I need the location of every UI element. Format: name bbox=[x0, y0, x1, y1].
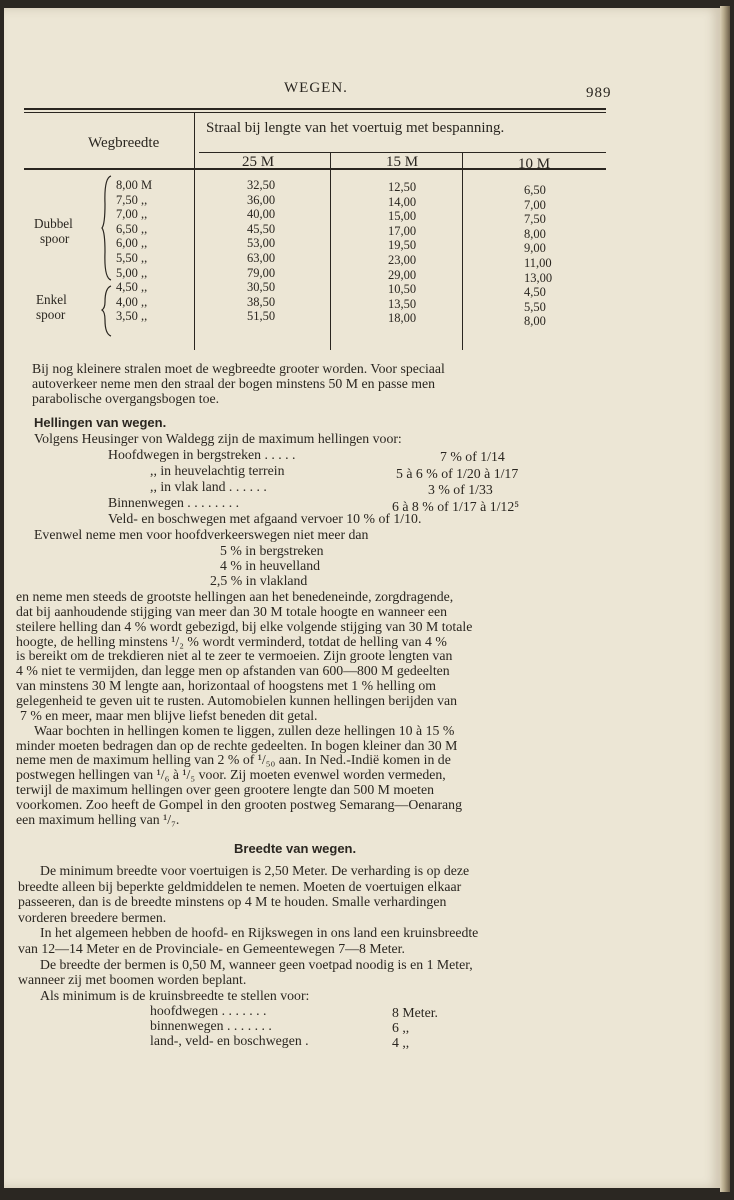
helling-item-label: ,, in heuvelachtig terrein bbox=[150, 463, 285, 478]
limit-line: 5 % in bergstreken bbox=[220, 543, 324, 558]
book-page bbox=[4, 8, 720, 1188]
body-line: een maximum helling van ¹/₇. bbox=[16, 811, 180, 827]
limit-line: 4 % in heuvelland bbox=[220, 558, 321, 573]
limit-line: 2,5 % in vlakland bbox=[210, 573, 308, 588]
body-line: De breedte der bermen is 0,50 M, wanneer geen voetpad noodig is en 1 Meter, bbox=[40, 956, 473, 972]
body-line: en neme men steeds de grootste hellingen aan het benedeneinde, zorgdragende, bbox=[16, 589, 454, 604]
body-line: breedte alleen bij beperkte geldmiddelen te nemen. Moeten de voertuigen elkaar bbox=[18, 878, 462, 894]
table-cell: 63,00 bbox=[247, 250, 276, 265]
table-cell: 40,00 bbox=[247, 207, 276, 222]
helling-item-label: Veld- en boschwegen met afgaand vervoer 10 % of 1/10. bbox=[108, 511, 422, 526]
helling-item-pct: 7 % of 1/14 bbox=[440, 449, 505, 464]
brace-enkel bbox=[102, 286, 111, 336]
table-top-rule bbox=[24, 108, 606, 110]
table-cell: 13,00 bbox=[524, 270, 553, 285]
heading-breedte: Breedte van wegen. bbox=[234, 841, 357, 856]
body-line: vorderen breedere bermen. bbox=[18, 909, 167, 925]
table-cell: 4,50 bbox=[524, 285, 546, 300]
table-cell: 5,00 ,, bbox=[116, 265, 148, 280]
table-cell: 38,50 bbox=[247, 294, 276, 309]
brace-dubbel bbox=[102, 176, 111, 280]
table-cell: 7,50 ,, bbox=[116, 192, 148, 207]
para1-line: parabolische overgangsbogen toe. bbox=[32, 391, 220, 406]
body-line: Waar bochten in hellingen komen te liggen, zullen deze hellingen 10 à 15 % bbox=[34, 722, 455, 738]
label-enkel: Enkel bbox=[36, 292, 67, 307]
table-cell: 45,50 bbox=[247, 221, 276, 236]
subheader-15: 15 M bbox=[386, 154, 419, 170]
body-line: De minimum breedte voor voertuigen is 2,50 Meter. De verharding is op deze bbox=[40, 863, 470, 878]
table-cell: 7,50 bbox=[524, 212, 546, 227]
page-edge bbox=[720, 6, 730, 1192]
table-cell: 13,50 bbox=[388, 296, 417, 311]
col-width bbox=[116, 178, 152, 324]
minimum-label: land-, veld- en boschwegen . bbox=[150, 1033, 309, 1048]
table-cell: 8,00 bbox=[524, 314, 546, 329]
col-header-wegbreedte: Wegbreedte bbox=[88, 135, 160, 151]
minimum-value: 6 ,, bbox=[392, 1020, 410, 1035]
table-cell: 5,50 bbox=[524, 299, 546, 314]
body-line: gelegenheid te geven uit te rusten. Automobielen kunnen hellingen berijden van bbox=[16, 692, 457, 708]
col-10m bbox=[524, 183, 552, 329]
label-enkel-spoor: spoor bbox=[36, 307, 66, 322]
table-cell: 79,00 bbox=[247, 265, 276, 280]
body-line: is bereikt om de trekdieren niet al te zeer te vermoeien. Zijn groote lengten van bbox=[16, 648, 453, 664]
table-cell: 53,00 bbox=[247, 236, 276, 251]
label-dubbel-spoor: spoor bbox=[40, 231, 70, 246]
helling-item-label: ,, in vlak land . . . . . . bbox=[150, 479, 267, 494]
body-line: steilere helling dan 4 % wordt gebezigd, bij elke volgende stijging van 30 M totale bbox=[16, 618, 473, 634]
para1-line: autoverkeer neme men den straal der bogen minstens 50 M en passe men bbox=[32, 376, 436, 391]
label-dubbel: Dubbel bbox=[34, 216, 73, 231]
body-line: 4 % niet te vermijden, dan legge men op afstanden van 600—800 M gedeelten bbox=[16, 663, 450, 679]
body-line: passeeren, dan is de breedte minstens op 4 M te houden. Smalle verhardingen bbox=[18, 894, 447, 910]
body-line: voorkomen. Zoo heeft de Gompel in den grooten postweg Semarang—Oenarang bbox=[16, 796, 462, 812]
table-cell: 4,00 ,, bbox=[116, 294, 148, 309]
page-number: 989 bbox=[586, 85, 612, 101]
table-cell: 8,00 M bbox=[116, 178, 153, 192]
col-divider-3 bbox=[462, 152, 463, 350]
table-cell: 19,50 bbox=[388, 238, 417, 253]
heading-hellingen: Hellingen van wegen. bbox=[34, 415, 167, 430]
table-top-rule-thin bbox=[24, 112, 606, 113]
col-25m bbox=[247, 178, 275, 324]
table-cell: 29,00 bbox=[388, 267, 417, 282]
body-line: In het algemeen hebben de hoofd- en Rijkswegen in ons land een kruinsbreedte bbox=[40, 925, 479, 941]
minimum-value: 8 Meter. bbox=[392, 1005, 438, 1020]
col-15m bbox=[388, 180, 416, 326]
table-cell: 12,50 bbox=[388, 180, 417, 194]
body-line: terwijl de maximum hellingen over geen grootere lengte dan 500 M moeten bbox=[16, 782, 434, 798]
body-line: Als minimum is de kruinsbreedte te stellen voor: bbox=[40, 987, 310, 1003]
table-cell: 7,00 bbox=[524, 197, 546, 212]
table-cell: 6,50 bbox=[524, 183, 546, 197]
body-line: van minstens 30 M lengte aan, horizontaal of hoogstens met 1 % helling om bbox=[16, 678, 436, 694]
para1-line: Bij nog kleinere stralen moet de wegbreedte grooter worden. Voor speciaal bbox=[32, 361, 445, 376]
table-cell: 9,00 bbox=[524, 241, 546, 256]
body-line: 7 % en meer, maar men blijve liefst beneden dit getal. bbox=[20, 707, 318, 723]
table-cell: 15,00 bbox=[388, 209, 417, 224]
helling-item-pct: 5 à 6 % of 1/20 à 1/17 bbox=[396, 466, 519, 481]
table-cell: 8,00 bbox=[524, 226, 546, 241]
table-cell: 3,50 ,, bbox=[116, 309, 148, 324]
col-divider-1 bbox=[194, 112, 195, 350]
table-cell: 6,00 ,, bbox=[116, 236, 148, 251]
table-cell: 30,50 bbox=[247, 280, 276, 295]
body-line: minder moeten bedragen dan op de rechte gedeelten. In bogen kleiner dan 30 M bbox=[16, 737, 458, 753]
table-cell: 4,50 ,, bbox=[116, 280, 148, 295]
table-cell: 7,00 ,, bbox=[116, 207, 148, 222]
table-cell: 10,50 bbox=[388, 282, 417, 297]
table-cell: 17,00 bbox=[388, 223, 417, 238]
table-cell: 5,50 ,, bbox=[116, 250, 148, 265]
minimum-label: hoofdwegen . . . . . . . bbox=[150, 1003, 267, 1018]
body-line: dat bij aanhoudende stijging van meer dan 30 M totale hoogte en wanneer een bbox=[16, 603, 448, 619]
helling-item-label: Hoofdwegen in bergstreken . . . . . bbox=[108, 447, 296, 462]
row-braces bbox=[100, 174, 114, 338]
running-title: WEGEN. bbox=[284, 80, 348, 96]
body-line: van 12—14 Meter en de Provinciale- en Gemeentewegen 7—8 Meter. bbox=[18, 941, 405, 956]
col-divider-2 bbox=[330, 152, 331, 350]
helling-item-pct: 3 % of 1/33 bbox=[428, 482, 493, 497]
minimum-label: binnenwegen . . . . . . . bbox=[150, 1018, 272, 1033]
body-line: neme men de maximum helling van 2 % of ¹/₅₀ aan. In Ned.-Indië komen in de bbox=[16, 752, 451, 768]
subheader-10: 10 M bbox=[518, 156, 551, 172]
table-cell: 6,50 ,, bbox=[116, 221, 148, 236]
subheader-25: 25 M bbox=[242, 154, 275, 170]
table-cell: 51,50 bbox=[247, 309, 276, 324]
table-cell: 23,00 bbox=[388, 252, 417, 267]
body-line: postwegen hellingen van ¹/₆ à ¹/₅ voor. Zij moeten evenwel worden vermeden, bbox=[16, 767, 446, 783]
body-line: wanneer zij met boomen worden beplant. bbox=[18, 972, 247, 988]
minimum-value: 4 ,, bbox=[392, 1035, 410, 1050]
subheader-rule bbox=[199, 152, 606, 153]
table-cell: 11,00 bbox=[524, 255, 552, 270]
group-header: Straal bij lengte van het voertuig met bespanning. bbox=[206, 120, 505, 136]
helling-item-pct: 6 à 8 % of 1/17 à 1/12⁵ bbox=[392, 499, 520, 514]
evenwel-line: Evenwel neme men voor hoofdverkeerswegen niet meer dan bbox=[34, 527, 369, 542]
body-line: hoogte, de helling minstens ¹/₂ % wordt verminderd, totdat de helling van 4 % bbox=[16, 633, 447, 649]
table-cell: 14,00 bbox=[388, 194, 417, 209]
table-cell: 32,50 bbox=[247, 178, 276, 192]
hellingen-intro: Volgens Heusinger von Waldegg zijn de maximum hellingen voor: bbox=[34, 431, 402, 446]
table-cell: 36,00 bbox=[247, 192, 276, 207]
table-cell: 18,00 bbox=[388, 311, 417, 326]
helling-item-label: Binnenwegen . . . . . . . . bbox=[108, 495, 240, 510]
